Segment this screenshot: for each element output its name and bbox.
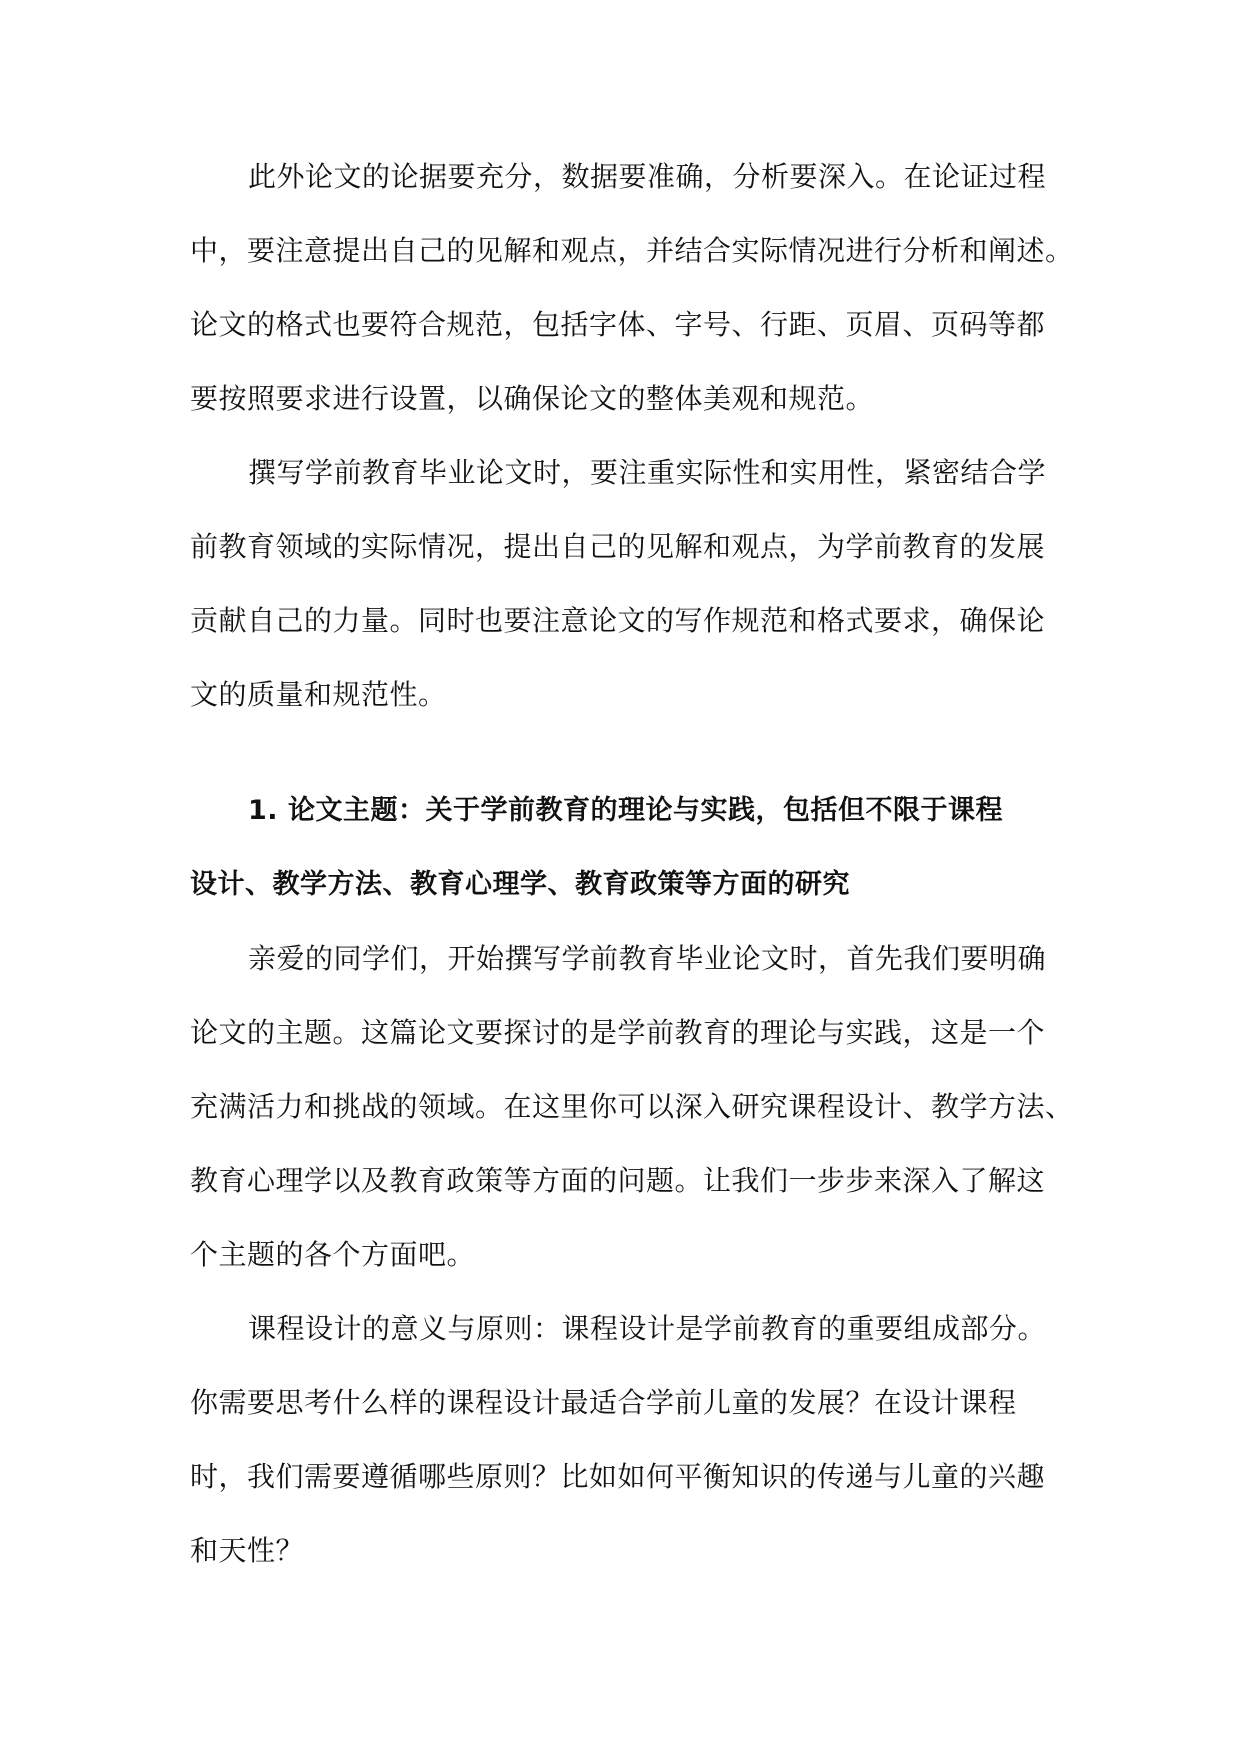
section-spacer [190, 732, 1060, 774]
text-line: 此外论文的论据要充分，数据要准确，分析要深入。在论证过程 [248, 160, 1047, 193]
text-line: 前教育领域的实际情况，提出自己的见解和观点，为学前教育的发展 [190, 530, 1046, 563]
text-line: 中，要注意提出自己的见解和观点，并结合实际情况进行分析和阐述。 [190, 234, 1074, 267]
text-line: 课程设计的意义与原则：课程设计是学前教育的重要组成部分。 [248, 1312, 1047, 1345]
text-line: 论文的主题。这篇论文要探讨的是学前教育的理论与实践，这是一个 [190, 1016, 1046, 1049]
text-line: 要按照要求进行设置，以确保论文的整体美观和规范。 [190, 382, 875, 415]
paragraph-curriculum-design [190, 1292, 1060, 1588]
text-line: 时，我们需要遵循哪些原则？比如如何平衡知识的传递与儿童的兴趣 [190, 1460, 1046, 1493]
paragraph-practicality [190, 436, 1060, 732]
text-line: 教育心理学以及教育政策等方面的问题。让我们一步步来深入了解这 [190, 1164, 1046, 1197]
text-line: 文的质量和规范性。 [190, 678, 447, 711]
paragraph-intro-topic [190, 922, 1074, 1292]
text-line: 个主题的各个方面吧。 [190, 1238, 476, 1271]
text-line: 贡献自己的力量。同时也要注意论文的写作规范和格式要求，确保论 [190, 604, 1046, 637]
text-line: 撰写学前教育毕业论文时，要注重实际性和实用性，紧密结合学 [248, 456, 1047, 489]
heading-line: 1. 论文主题：关于学前教育的理论与实践，包括但不限于课程 [248, 795, 1003, 826]
text-line: 充满活力和挑战的领域。在这里你可以深入研究课程设计、教学方法、 [190, 1090, 1074, 1123]
paragraph-evidence-format [190, 140, 1074, 436]
text-line: 和天性？ [190, 1534, 305, 1567]
document-body [190, 140, 1074, 1588]
heading-line: 设计、教学方法、教育心理学、教育政策等方面的研究 [190, 869, 850, 900]
text-line: 你需要思考什么样的课程设计最适合学前儿童的发展？在设计课程 [190, 1386, 1017, 1419]
text-line: 亲爱的同学们，开始撰写学前教育毕业论文时，首先我们要明确 [248, 942, 1047, 975]
section-heading-topic [190, 774, 1060, 922]
text-line: 论文的格式也要符合规范，包括字体、字号、行距、页眉、页码等都 [190, 308, 1046, 341]
